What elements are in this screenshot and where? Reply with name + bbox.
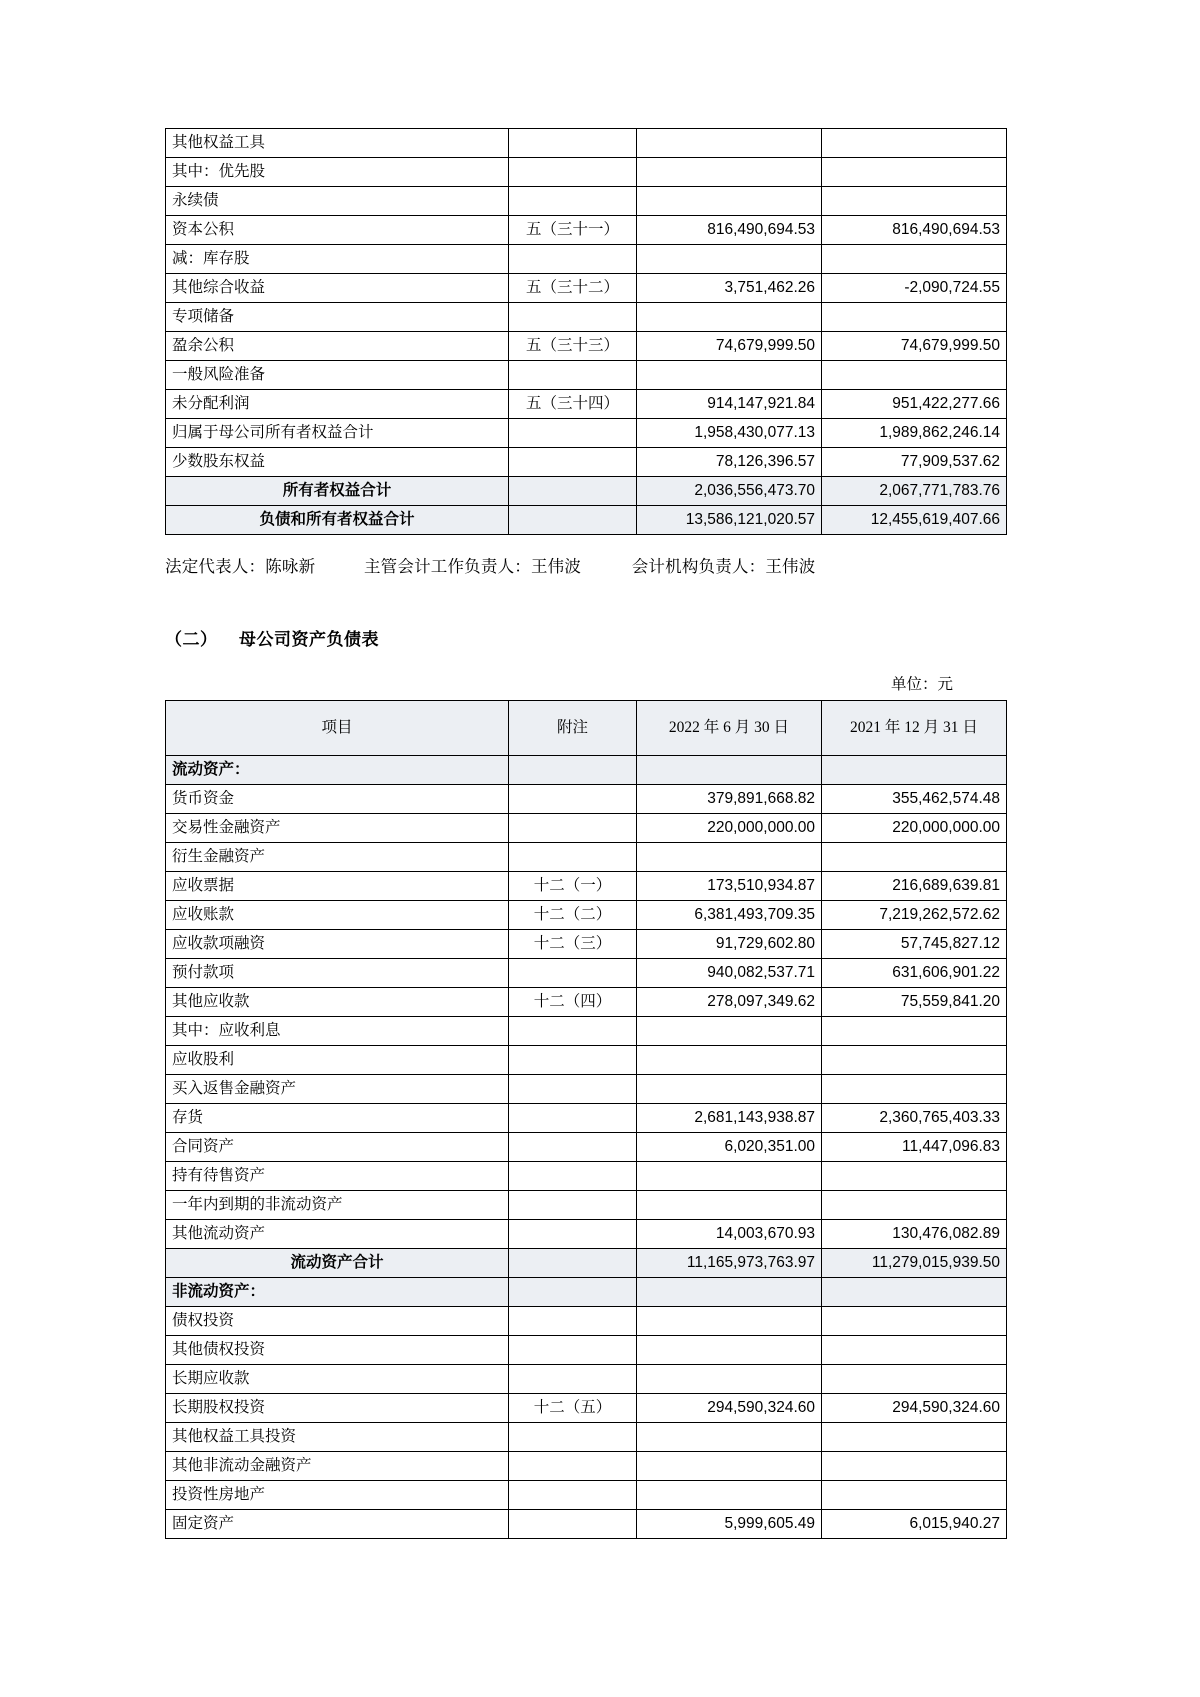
row-value-current <box>637 1307 822 1336</box>
table-header-row <box>166 701 1007 756</box>
row-value-current <box>637 187 822 216</box>
row-item-label: 应收票据 <box>166 872 509 901</box>
row-item-label: 非流动资产： <box>166 1278 509 1307</box>
row-value-previous: 294,590,324.60 <box>822 1394 1007 1423</box>
table-row <box>166 1481 1007 1510</box>
row-value-current: 278,097,349.62 <box>637 988 822 1017</box>
row-note-ref <box>509 419 637 448</box>
row-value-current: 6,381,493,709.35 <box>637 901 822 930</box>
row-value-current: 220,000,000.00 <box>637 814 822 843</box>
row-item-label: 永续债 <box>166 187 509 216</box>
row-item-label: 一年内到期的非流动资产 <box>166 1191 509 1220</box>
row-value-current <box>637 1191 822 1220</box>
row-note-ref <box>509 959 637 988</box>
row-item-label: 其他债权投资 <box>166 1336 509 1365</box>
table-row <box>166 1394 1007 1423</box>
table-row <box>166 448 1007 477</box>
parent-balance-sheet-table <box>165 700 1007 1539</box>
row-item-label: 未分配利润 <box>166 390 509 419</box>
row-value-current <box>637 129 822 158</box>
row-value-current <box>637 1336 822 1365</box>
parent-balance-sheet-body <box>166 701 1007 1539</box>
row-value-previous: 220,000,000.00 <box>822 814 1007 843</box>
row-value-previous <box>822 1452 1007 1481</box>
row-value-current: 6,020,351.00 <box>637 1133 822 1162</box>
row-note-ref: 十二（五） <box>509 1394 637 1423</box>
row-value-previous: 816,490,694.53 <box>822 216 1007 245</box>
row-value-previous <box>822 303 1007 332</box>
row-value-current: 379,891,668.82 <box>637 785 822 814</box>
row-value-current: 5,999,605.49 <box>637 1510 822 1539</box>
row-value-previous: 11,279,015,939.50 <box>822 1249 1007 1278</box>
row-note-ref <box>509 303 637 332</box>
table-row <box>166 216 1007 245</box>
row-value-previous <box>822 756 1007 785</box>
row-item-label: 所有者权益合计 <box>166 477 509 506</box>
row-note-ref <box>509 187 637 216</box>
table-row <box>166 1191 1007 1220</box>
row-note-ref <box>509 1191 637 1220</box>
section-number: （二） <box>165 630 218 649</box>
row-value-previous: 130,476,082.89 <box>822 1220 1007 1249</box>
row-value-previous <box>822 1017 1007 1046</box>
row-value-previous <box>822 1365 1007 1394</box>
row-value-previous: 2,067,771,783.76 <box>822 477 1007 506</box>
table-row <box>166 1510 1007 1539</box>
row-note-ref <box>509 1220 637 1249</box>
row-value-previous: 1,989,862,246.14 <box>822 419 1007 448</box>
row-value-previous: 11,447,096.83 <box>822 1133 1007 1162</box>
table-row <box>166 390 1007 419</box>
table-row <box>166 843 1007 872</box>
row-value-current <box>637 1278 822 1307</box>
table-row <box>166 1104 1007 1133</box>
row-note-ref: 五（三十三） <box>509 332 637 361</box>
row-item-label: 其他非流动金融资产 <box>166 1452 509 1481</box>
table-row <box>166 1046 1007 1075</box>
row-value-current <box>637 303 822 332</box>
row-note-ref <box>509 1017 637 1046</box>
row-note-ref <box>509 506 637 535</box>
row-item-label: 专项储备 <box>166 303 509 332</box>
row-note-ref <box>509 1104 637 1133</box>
row-value-previous <box>822 1481 1007 1510</box>
row-item-label: 其他综合收益 <box>166 274 509 303</box>
row-item-label: 流动资产合计 <box>166 1249 509 1278</box>
row-value-current <box>637 361 822 390</box>
row-value-current: 173,510,934.87 <box>637 872 822 901</box>
row-note-ref: 十二（一） <box>509 872 637 901</box>
row-item-label: 长期应收款 <box>166 1365 509 1394</box>
row-value-previous <box>822 1336 1007 1365</box>
table-row <box>166 158 1007 187</box>
row-note-ref <box>509 1423 637 1452</box>
signature-row <box>165 553 955 577</box>
row-value-previous: 75,559,841.20 <box>822 988 1007 1017</box>
row-value-previous <box>822 1423 1007 1452</box>
row-value-current: 14,003,670.93 <box>637 1220 822 1249</box>
row-item-label: 盈余公积 <box>166 332 509 361</box>
row-note-ref <box>509 785 637 814</box>
row-value-previous: 216,689,639.81 <box>822 872 1007 901</box>
table-row <box>166 785 1007 814</box>
row-value-current: 74,679,999.50 <box>637 332 822 361</box>
row-value-current <box>637 1423 822 1452</box>
table-row <box>166 901 1007 930</box>
table-row <box>166 1017 1007 1046</box>
row-value-current: 11,165,973,763.97 <box>637 1249 822 1278</box>
row-value-previous <box>822 1046 1007 1075</box>
table-row <box>166 1075 1007 1104</box>
row-note-ref: 五（三十二） <box>509 274 637 303</box>
row-item-label: 衍生金融资产 <box>166 843 509 872</box>
accounting-org-head: 会计机构负责人：王伟波 <box>631 557 816 576</box>
table-row <box>166 332 1007 361</box>
row-value-current: 78,126,396.57 <box>637 448 822 477</box>
table-row <box>166 756 1007 785</box>
row-value-previous <box>822 1307 1007 1336</box>
row-item-label: 买入返售金融资产 <box>166 1075 509 1104</box>
row-item-label: 其中：优先股 <box>166 158 509 187</box>
row-value-previous: 12,455,619,407.66 <box>822 506 1007 535</box>
row-value-previous <box>822 1162 1007 1191</box>
table-row <box>166 274 1007 303</box>
row-value-previous <box>822 187 1007 216</box>
table-row <box>166 814 1007 843</box>
row-item-label: 交易性金融资产 <box>166 814 509 843</box>
row-value-previous <box>822 1278 1007 1307</box>
row-item-label: 存货 <box>166 1104 509 1133</box>
row-value-previous <box>822 843 1007 872</box>
row-note-ref <box>509 1336 637 1365</box>
row-value-current: 940,082,537.71 <box>637 959 822 988</box>
row-value-previous: 951,422,277.66 <box>822 390 1007 419</box>
row-item-label: 应收款项融资 <box>166 930 509 959</box>
row-note-ref <box>509 1307 637 1336</box>
row-item-label: 债权投资 <box>166 1307 509 1336</box>
row-value-previous: 355,462,574.48 <box>822 785 1007 814</box>
table-row <box>166 419 1007 448</box>
table-row <box>166 361 1007 390</box>
row-value-current: 91,729,602.80 <box>637 930 822 959</box>
row-item-label: 资本公积 <box>166 216 509 245</box>
row-note-ref <box>509 477 637 506</box>
table-row <box>166 245 1007 274</box>
row-note-ref <box>509 1278 637 1307</box>
section-title <box>165 625 955 650</box>
table-row <box>166 1307 1007 1336</box>
table-row <box>166 303 1007 332</box>
row-value-previous: 7,219,262,572.62 <box>822 901 1007 930</box>
table-row <box>166 872 1007 901</box>
row-note-ref <box>509 361 637 390</box>
legal-representative: 法定代表人：陈咏新 <box>165 557 316 576</box>
row-value-previous: 6,015,940.27 <box>822 1510 1007 1539</box>
row-note-ref <box>509 1133 637 1162</box>
row-value-current: 816,490,694.53 <box>637 216 822 245</box>
header-col1: 2022 年 6 月 30 日 <box>637 701 822 756</box>
row-value-current: 3,751,462.26 <box>637 274 822 303</box>
row-item-label: 货币资金 <box>166 785 509 814</box>
row-value-current: 1,958,430,077.13 <box>637 419 822 448</box>
table-row <box>166 506 1007 535</box>
section-title-text: 母公司资产负债表 <box>239 630 379 649</box>
row-note-ref <box>509 129 637 158</box>
row-value-current <box>637 1075 822 1104</box>
row-value-current <box>637 843 822 872</box>
row-item-label: 少数股东权益 <box>166 448 509 477</box>
row-item-label: 其中：应收利息 <box>166 1017 509 1046</box>
row-item-label: 预付款项 <box>166 959 509 988</box>
row-note-ref: 五（三十一） <box>509 216 637 245</box>
row-value-current <box>637 1046 822 1075</box>
consolidated-equity-table-body <box>166 129 1007 535</box>
table-row <box>166 129 1007 158</box>
row-value-previous <box>822 245 1007 274</box>
row-item-label: 归属于母公司所有者权益合计 <box>166 419 509 448</box>
row-item-label: 其他权益工具投资 <box>166 1423 509 1452</box>
row-value-previous: 631,606,901.22 <box>822 959 1007 988</box>
table-row <box>166 1452 1007 1481</box>
header-note: 附注 <box>509 701 637 756</box>
row-value-current: 2,681,143,938.87 <box>637 1104 822 1133</box>
row-item-label: 长期股权投资 <box>166 1394 509 1423</box>
row-value-current: 914,147,921.84 <box>637 390 822 419</box>
row-note-ref <box>509 1075 637 1104</box>
row-note-ref <box>509 1365 637 1394</box>
row-item-label: 合同资产 <box>166 1133 509 1162</box>
row-item-label: 一般风险准备 <box>166 361 509 390</box>
row-item-label: 负债和所有者权益合计 <box>166 506 509 535</box>
table-row <box>166 1133 1007 1162</box>
row-value-current <box>637 158 822 187</box>
table-row <box>166 930 1007 959</box>
row-note-ref <box>509 158 637 187</box>
row-value-current <box>637 756 822 785</box>
row-value-current <box>637 1162 822 1191</box>
row-note-ref <box>509 1481 637 1510</box>
table-row <box>166 187 1007 216</box>
table-row <box>166 1249 1007 1278</box>
row-value-previous: 2,360,765,403.33 <box>822 1104 1007 1133</box>
table-row <box>166 1278 1007 1307</box>
row-value-current <box>637 1452 822 1481</box>
row-item-label: 其他权益工具 <box>166 129 509 158</box>
row-value-current <box>637 245 822 274</box>
page-content <box>165 128 1000 1539</box>
row-item-label: 投资性房地产 <box>166 1481 509 1510</box>
row-item-label: 减：库存股 <box>166 245 509 274</box>
row-value-previous: 74,679,999.50 <box>822 332 1007 361</box>
row-value-previous <box>822 158 1007 187</box>
row-note-ref <box>509 1249 637 1278</box>
row-value-previous: 57,745,827.12 <box>822 930 1007 959</box>
table-row <box>166 988 1007 1017</box>
row-value-previous: 77,909,537.62 <box>822 448 1007 477</box>
row-value-previous: -2,090,724.55 <box>822 274 1007 303</box>
row-item-label: 应收账款 <box>166 901 509 930</box>
row-value-current: 294,590,324.60 <box>637 1394 822 1423</box>
row-value-previous <box>822 129 1007 158</box>
row-value-previous <box>822 361 1007 390</box>
table-row <box>166 477 1007 506</box>
row-note-ref: 十二（四） <box>509 988 637 1017</box>
unit-label: 单位：元 <box>890 676 953 693</box>
row-note-ref <box>509 1046 637 1075</box>
row-note-ref <box>509 245 637 274</box>
row-note-ref: 十二（二） <box>509 901 637 930</box>
header-item: 项目 <box>166 701 509 756</box>
row-note-ref: 五（三十四） <box>509 390 637 419</box>
row-note-ref <box>509 814 637 843</box>
row-item-label: 其他流动资产 <box>166 1220 509 1249</box>
row-item-label: 应收股利 <box>166 1046 509 1075</box>
table-row <box>166 1365 1007 1394</box>
table-row <box>166 1220 1007 1249</box>
table-row <box>166 1162 1007 1191</box>
row-value-current <box>637 1365 822 1394</box>
row-value-previous <box>822 1191 1007 1220</box>
row-note-ref <box>509 843 637 872</box>
row-value-current: 13,586,121,020.57 <box>637 506 822 535</box>
accounting-head: 主管会计工作负责人：王伟波 <box>363 557 582 576</box>
table-row <box>166 1423 1007 1452</box>
row-item-label: 固定资产 <box>166 1510 509 1539</box>
row-value-current <box>637 1481 822 1510</box>
consolidated-equity-table <box>165 128 1007 535</box>
row-note-ref <box>509 756 637 785</box>
table-row <box>166 959 1007 988</box>
row-item-label: 持有待售资产 <box>166 1162 509 1191</box>
row-note-ref: 十二（三） <box>509 930 637 959</box>
row-item-label: 其他应收款 <box>166 988 509 1017</box>
row-value-current: 2,036,556,473.70 <box>637 477 822 506</box>
row-item-label: 流动资产： <box>166 756 509 785</box>
row-note-ref <box>509 448 637 477</box>
row-value-current <box>637 1017 822 1046</box>
row-note-ref <box>509 1452 637 1481</box>
header-col2: 2021 年 12 月 31 日 <box>822 701 1007 756</box>
row-value-previous <box>822 1075 1007 1104</box>
row-note-ref <box>509 1162 637 1191</box>
table-row <box>166 1336 1007 1365</box>
row-note-ref <box>509 1510 637 1539</box>
